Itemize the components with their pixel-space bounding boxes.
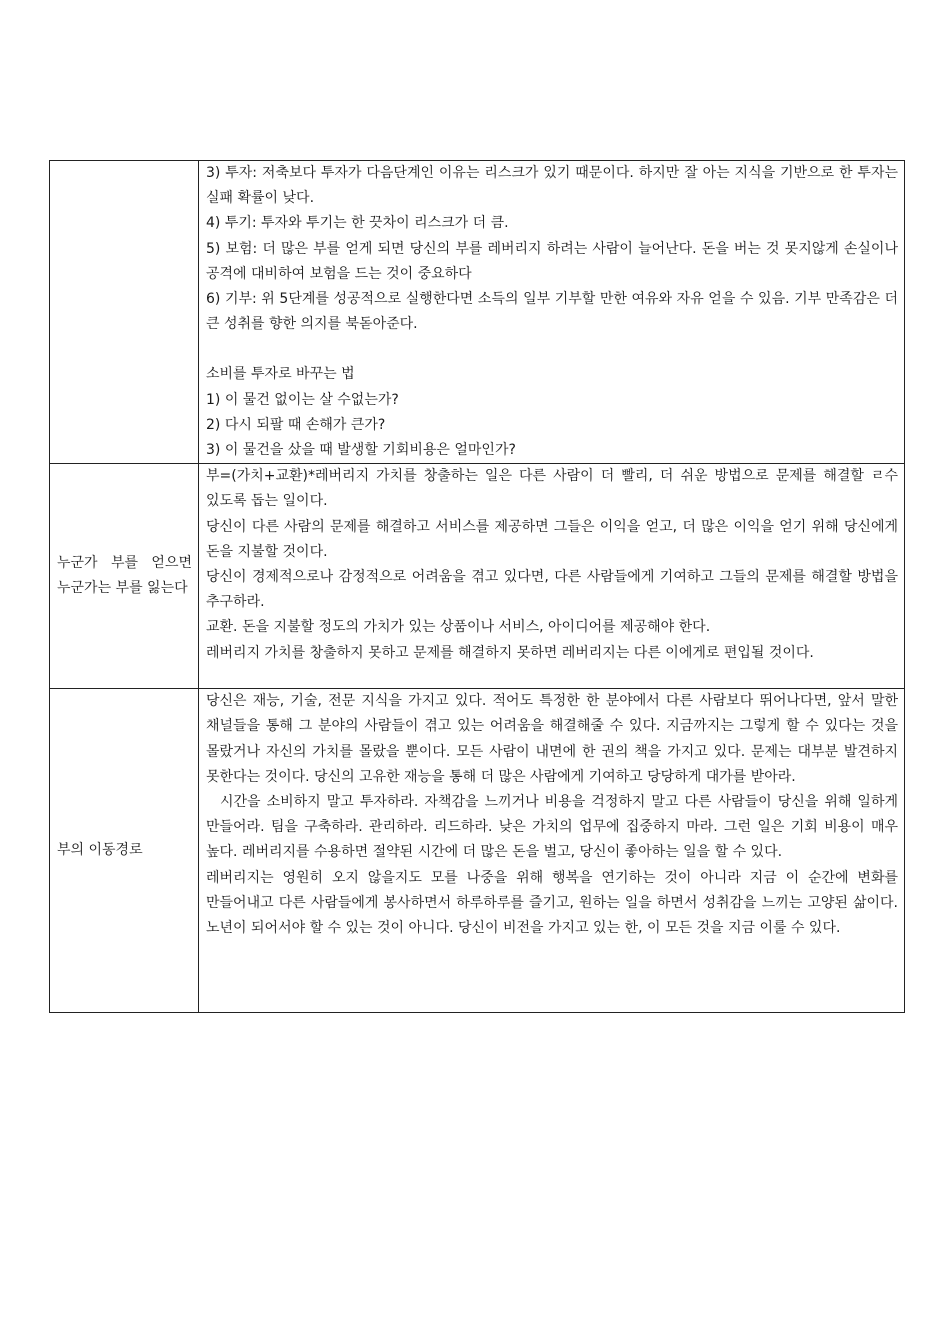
list-item: 2) 다시 되팔 때 손해가 큰가? [206,416,386,433]
paragraph: 당신은 재능, 기술, 전문 지식을 가지고 있다. 적어도 특정한 한 분야에서 다른 사람보다 뛰어나다면, 앞서 말한 채널들을 통해 그 분야의 사람들이 겪고 있는 어려움을 해결해줄 수 있다. 지금까지는 그렇게 할 수 있다는 것을 몰랐거나 자신의 가치를 몰랐을 뿐이다. 모든 사람이 내면에 한 권의 책을 가지고 있다. 문제는 대부분 발견하지 못한다는 것이다. 당신의 고유한 재능을 통해 더 많은 사람에게 기여하고 당당하게 대가를 받아라. [206,693,898,785]
paragraph: 교환. 돈을 지불할 정도의 가치가 있는 상품이나 서비스, 아이디어를 제공해야 한다. [206,619,711,636]
paragraph: 시간을 소비하지 말고 투자하라. 자책감을 느끼거나 비용을 걱정하지 말고 다른 사람들이 당신을 위해 일하게 만들어라. 팀을 구축하라. 관리하라. 리드하라. 낮은 가치의 업무에 집중하지 마라. 그런 일은 기회 비용이 매우 높다. 레버리지를 수용하면 절약된 시간에 더 많은 돈을 벌고, 당신이 좋아하는 일을 할 수 있다. [206,794,898,861]
table-row [50,689,905,1013]
row-label-cell: 부의 이동경로 [50,689,199,1013]
row-content-cell [199,161,905,464]
section-heading: 소비를 투자로 바꾸는 법 [206,366,355,383]
paragraph: 당신이 다른 사람의 문제를 해결하고 서비스를 제공하면 그들은 이익을 얻고, 더 많은 이익을 얻기 위해 당신에게 돈을 지불할 것이다. [206,518,898,560]
list-item: 1) 이 물건 없이는 살 수없는가? [206,391,399,408]
paragraph: 4) 투기: 투자와 투기는 한 끗차이 리스크가 더 큼. [206,215,509,232]
content-table [49,160,905,1013]
row-label-cell: 누군가 부를 얻으면 누군가는 부를 잃는다 [50,464,199,689]
list-item: 3) 이 물건을 샀을 때 발생할 기회비용은 얼마인가? [206,442,516,459]
paragraph: 3) 투자: 저축보다 투자가 다음단계인 이유는 리스크가 있기 때문이다. 하지만 잘 아는 지식을 기반으로 한 투자는 실패 확률이 낮다. [206,165,898,207]
row-content-cell [199,464,905,689]
paragraph: 레버리지는 영원히 오지 않을지도 모를 나중을 위해 행복을 연기하는 것이 아니라 지금 이 순간에 변화를 만들어내고 다른 사람들에게 봉사하면서 하루하루를 즐기고, 원하는 일을 하면서 성취감을 느끼는 고양된 삶이다. 노년이 되어서야 할 수 있는 것이 아니다. 당신이 비전을 가지고 있는 한, 이 모든 것을 지금 이룰 수 있다. [206,869,898,937]
paragraph: 레버리지 가치를 창출하지 못하고 문제를 해결하지 못하면 레버리지는 다른 이에게로 편입될 것이다. [206,644,814,661]
paragraph: 6) 기부: 위 5단계를 성공적으로 실행한다면 소득의 일부 기부할 만한 여유와 자유 얻을 수 있음. 기부 만족감은 더 큰 성취를 향한 의지를 북돋아준다. [206,291,898,333]
paragraph: 5) 보험: 더 많은 부를 얻게 되면 당신의 부를 레버리지 하려는 사람이 늘어난다. 돈을 버는 것 못지않게 손실이나 공격에 대비하여 보험을 드는 것이 중요하다 [206,240,898,282]
row-content-cell [199,689,905,1013]
table-row [50,161,905,464]
paragraph: 부=(가치+교환)*레버리지 가치를 창출하는 일은 다른 사람이 더 빨리, 더 쉬운 방법으로 문제를 해결할 ㄹ수 있도록 돕는 일이다. [206,468,898,510]
row-label-cell [50,161,199,464]
paragraph: 당신이 경제적으로나 감정적으로 어려움을 겪고 있다면, 다른 사람들에게 기여하고 그들의 문제를 해결할 방법을 추구하라. [206,569,898,611]
blank-line [206,337,898,362]
table-row [50,464,905,689]
